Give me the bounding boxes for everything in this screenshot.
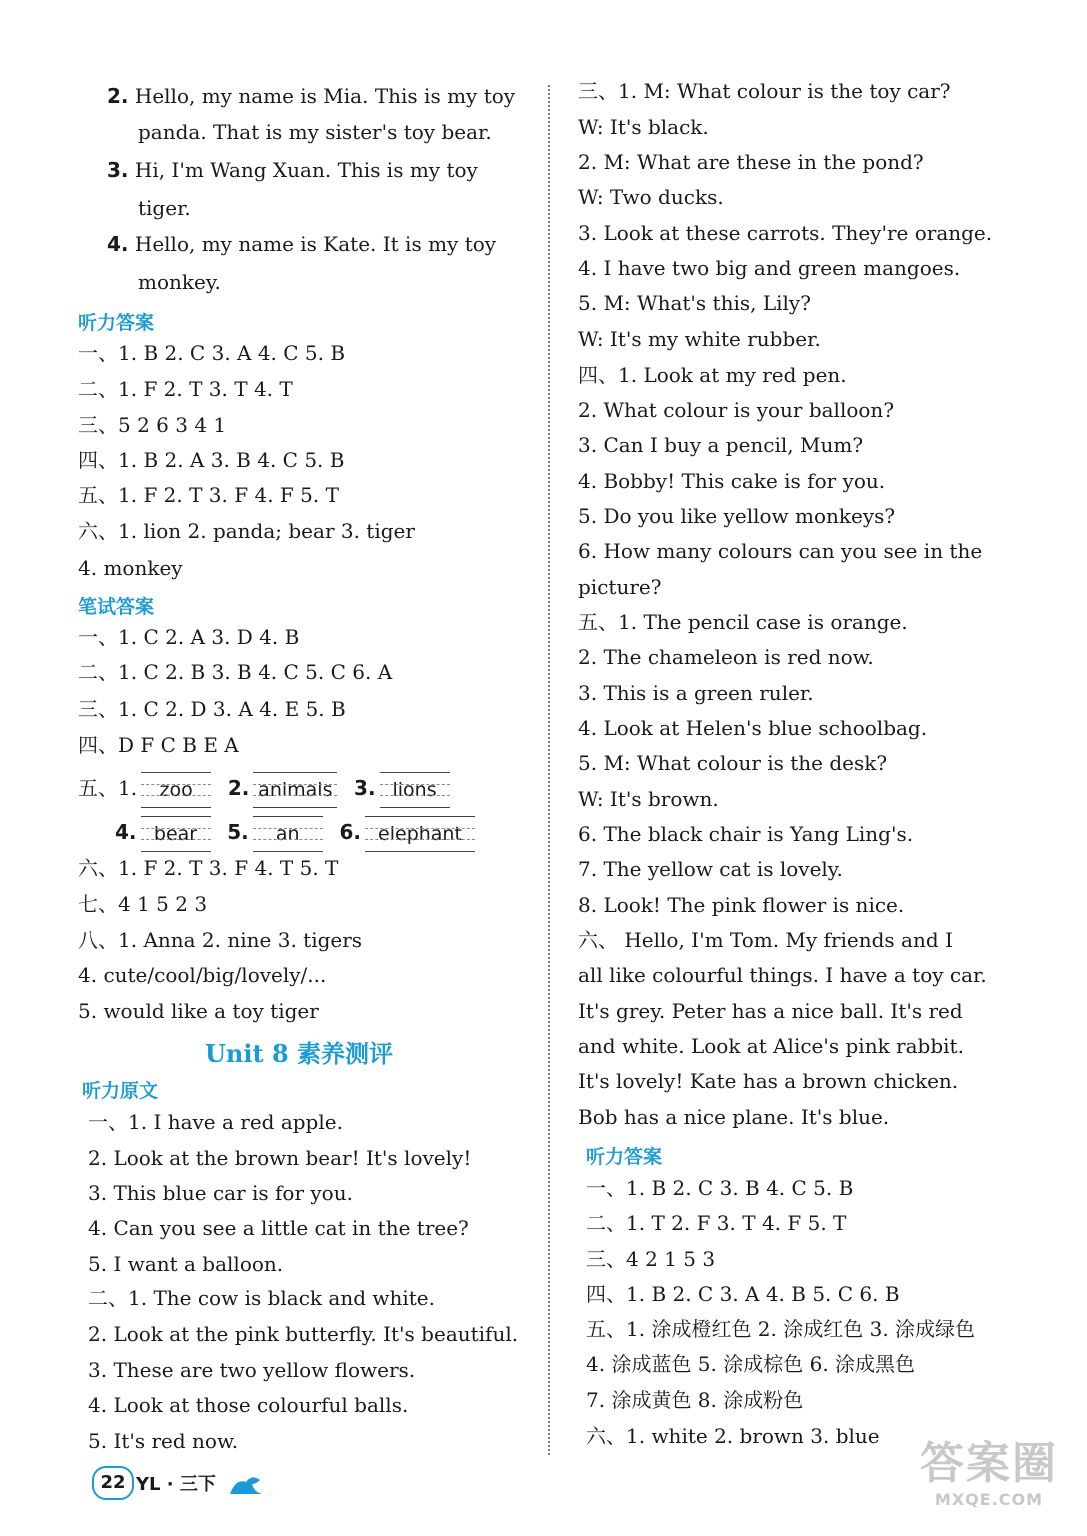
- text-line: Bob has a nice plane. It's blue.: [578, 1105, 890, 1129]
- text-line: W: It's my white rubber.: [578, 327, 821, 351]
- text-line: 2. Hello, my name is Mia. This is my toy: [107, 84, 516, 108]
- text-line: 2. Look at the brown bear! It's lovely!: [88, 1146, 472, 1170]
- text-line: 7. The yellow cat is lovely.: [578, 857, 843, 881]
- text-line: W: It's black.: [578, 115, 709, 139]
- footer-label: YL · 三下: [136, 1474, 216, 1495]
- answer-line: 7. 涂成黄色 8. 涂成粉色: [586, 1388, 804, 1412]
- text-line: 二、1. The cow is black and white.: [88, 1286, 435, 1310]
- text-line: 3. This blue car is for you.: [88, 1181, 353, 1205]
- text-line: 4. Can you see a little cat in the tree?: [88, 1216, 469, 1240]
- fill-row: 五、1. zoo 2. animals 3. lions: [78, 770, 454, 808]
- text-line: 5. I want a balloon.: [88, 1252, 284, 1276]
- fill-box: bear: [141, 816, 211, 852]
- answer-line: 五、1. 涂成橙红色 2. 涂成红色 3. 涂成绿色: [586, 1317, 976, 1341]
- answer-line: 六、1. F 2. T 3. F 4. T 5. T: [78, 856, 339, 880]
- section-heading: 听力原文: [82, 1080, 159, 1102]
- answer-line: 四、1. B 2. A 3. B 4. C 5. B: [78, 448, 345, 472]
- text-line: It's grey. Peter has a nice ball. It's red: [578, 999, 963, 1023]
- text-line: all like colourful things. I have a toy car.: [578, 963, 987, 987]
- text-line: 5. It's red now.: [88, 1429, 239, 1453]
- answer-line: 六、1. white 2. brown 3. blue: [586, 1424, 880, 1448]
- text-line: 四、1. Look at my red pen.: [578, 363, 847, 387]
- text-line: 3. Hi, I'm Wang Xuan. This is my toy: [107, 158, 478, 182]
- text-line: monkey.: [138, 270, 221, 294]
- text-line: 8. Look! The pink flower is nice.: [578, 893, 905, 917]
- text-line: W: Two ducks.: [578, 185, 724, 209]
- text-line: 六、 Hello, I'm Tom. My friends and I: [578, 928, 953, 952]
- text-line: panda. That is my sister's toy bear.: [138, 120, 492, 144]
- answer-line: 三、4 2 1 5 3: [586, 1247, 716, 1271]
- text-line: 4. I have two big and green mangoes.: [578, 256, 961, 280]
- fill-box: an: [253, 816, 323, 852]
- answer-line: 二、1. T 2. F 3. T 4. F 5. T: [586, 1211, 847, 1235]
- section-heading: 听力答案: [78, 312, 155, 334]
- text-line: 3. These are two yellow flowers.: [88, 1358, 416, 1382]
- fill-box: zoo: [141, 772, 211, 808]
- text-line: picture?: [578, 575, 662, 599]
- text-line: 6. The black chair is Yang Ling's.: [578, 822, 914, 846]
- fill-box: animals: [253, 772, 337, 808]
- answer-line: 五、1. F 2. T 3. F 4. F 5. T: [78, 483, 339, 507]
- answer-line: 一、1. C 2. A 3. D 4. B: [78, 625, 300, 649]
- text-line: 4. Look at those colourful balls.: [88, 1393, 409, 1417]
- answer-line: 八、1. Anna 2. nine 3. tigers: [78, 928, 363, 952]
- section-heading: 听力答案: [586, 1146, 663, 1168]
- text-line: 5. M: What colour is the desk?: [578, 751, 888, 775]
- text-line: 3. Can I buy a pencil, Mum?: [578, 433, 864, 457]
- answer-line: 4. monkey: [78, 556, 183, 580]
- answer-line: 七、4 1 5 2 3: [78, 892, 208, 916]
- text-line: 6. How many colours can you see in the: [578, 539, 983, 563]
- answer-line: 一、1. B 2. C 3. B 4. C 5. B: [586, 1176, 854, 1200]
- text-line: 五、1. The pencil case is orange.: [578, 610, 908, 634]
- text-line: 2. The chameleon is red now.: [578, 645, 874, 669]
- text-line: 3. Look at these carrots. They're orange.: [578, 221, 993, 245]
- unit-title: Unit 8 素养测评: [205, 1039, 393, 1068]
- answer-line: 四、1. B 2. C 3. A 4. B 5. C 6. B: [586, 1282, 900, 1306]
- answer-line: 4. cute/cool/big/lovely/...: [78, 963, 327, 987]
- answer-line: 三、5 2 6 3 4 1: [78, 413, 227, 437]
- text-line: tiger.: [138, 196, 191, 220]
- section-heading: 笔试答案: [78, 596, 155, 618]
- fill-box: lions: [380, 772, 450, 808]
- dinosaur-icon: [226, 1470, 266, 1500]
- answer-line: 二、1. C 2. B 3. B 4. C 5. C 6. A: [78, 660, 393, 684]
- text-line: 3. This is a green ruler.: [578, 681, 814, 705]
- answer-line: 四、D F C B E A: [78, 733, 239, 757]
- text-line: 2. Look at the pink butterfly. It's beautiful.: [88, 1322, 519, 1346]
- answer-line: 一、1. B 2. C 3. A 4. C 5. B: [78, 341, 346, 365]
- answer-line: 三、1. C 2. D 3. A 4. E 5. B: [78, 697, 346, 721]
- text-line: 4. Look at Helen's blue schoolbag.: [578, 716, 928, 740]
- page-number: 22: [92, 1466, 134, 1500]
- text-line: W: It's brown.: [578, 787, 719, 811]
- answer-line: 4. 涂成蓝色 5. 涂成棕色 6. 涂成黑色: [586, 1352, 916, 1376]
- text-line: It's lovely! Kate has a brown chicken.: [578, 1069, 959, 1093]
- text-line: and white. Look at Alice's pink rabbit.: [578, 1034, 964, 1058]
- answer-line: 二、1. F 2. T 3. T 4. T: [78, 377, 293, 401]
- fill-box: elephant: [365, 816, 475, 852]
- column-divider: [548, 85, 550, 1455]
- text-line: 2. M: What are these in the pond?: [578, 150, 924, 174]
- text-line: 5. M: What's this, Lily?: [578, 291, 811, 315]
- text-line: 2. What colour is your balloon?: [578, 398, 895, 422]
- fill-row: 4. bear 5. an 6. elephant: [115, 814, 479, 852]
- text-line: 4. Bobby! This cake is for you.: [578, 469, 886, 493]
- watermark: 答案圈 MXQE.COM: [920, 1438, 1058, 1509]
- answer-line: 5. would like a toy tiger: [78, 999, 319, 1023]
- text-line: 三、1. M: What colour is the toy car?: [578, 79, 951, 103]
- text-line: 5. Do you like yellow monkeys?: [578, 504, 896, 528]
- text-line: 4. Hello, my name is Kate. It is my toy: [107, 232, 497, 256]
- answer-line: 六、1. lion 2. panda; bear 3. tiger: [78, 519, 415, 543]
- text-line: 一、1. I have a red apple.: [88, 1110, 343, 1134]
